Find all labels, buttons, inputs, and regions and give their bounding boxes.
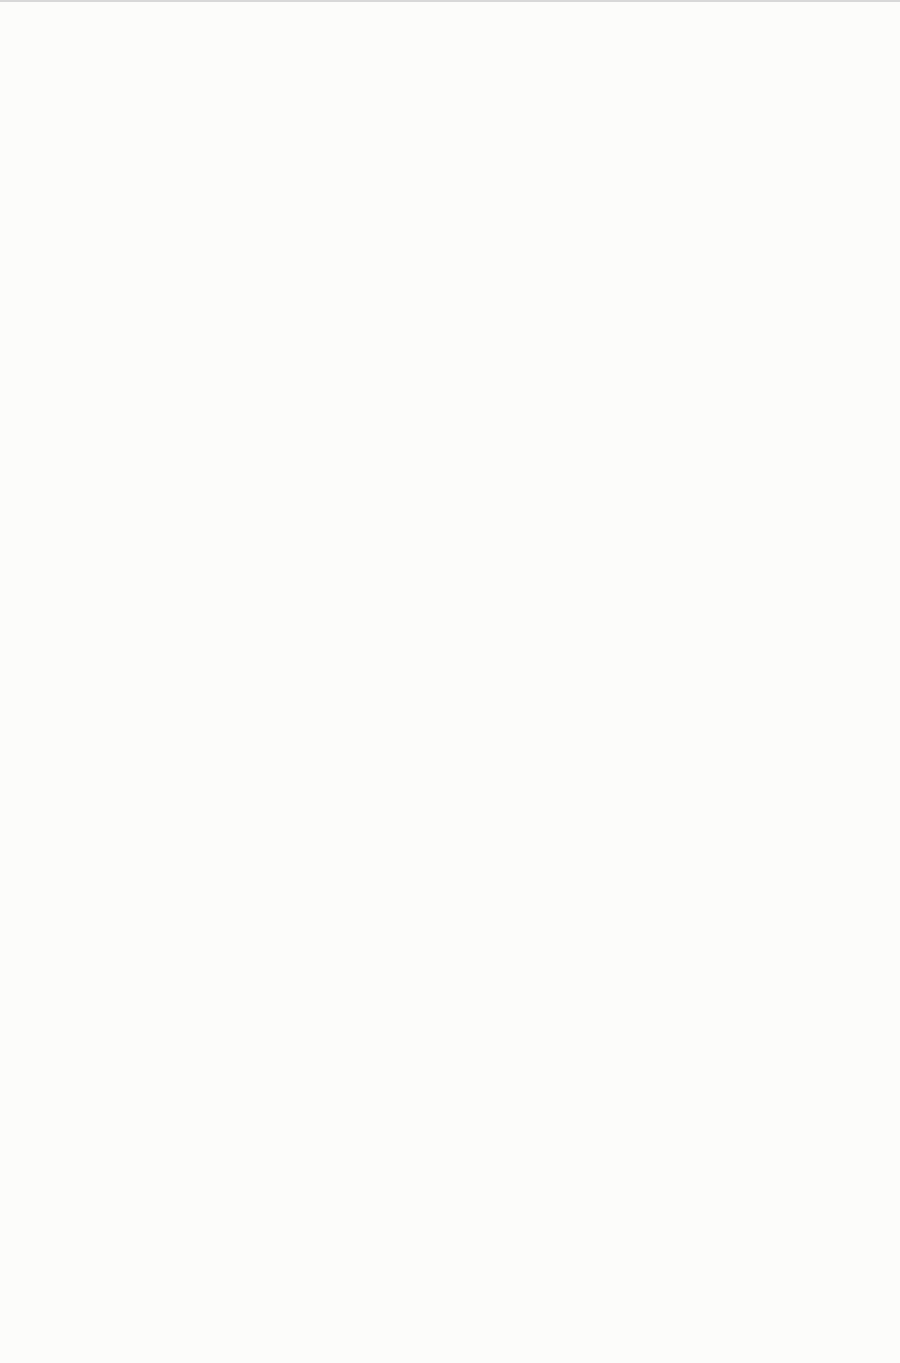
section-heading: [119, 879, 800, 900]
